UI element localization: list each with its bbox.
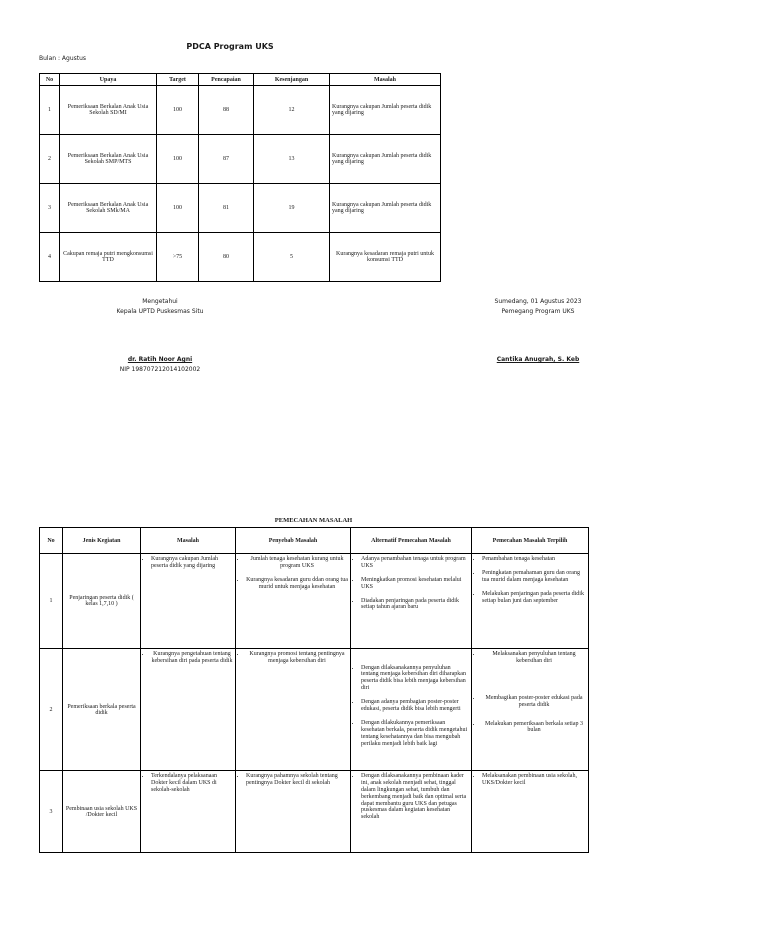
pdca-table [39,73,441,282]
list-item: • Diadakan penjaringan pada peserta didik setiap tahun ajaran baru [361,598,469,612]
list-item: • Meningkatkan promosi kesehatan melalui UKS [361,577,469,591]
cell-kesenjangan: 19 [254,184,330,233]
cell-kesenjangan: 13 [254,135,330,184]
pdca-header-row [40,74,441,86]
signature-right-line1: Sumedang, 01 Agustus 2023 [494,298,582,305]
col-header-masalah: Masalah [330,74,441,86]
table-row [40,649,589,771]
col-header-no: No [40,74,60,86]
list-item: • Kurangnya pengetahuan tentang kebersihan diri pada peserta didik [151,651,233,665]
cell-penyebab [236,649,351,771]
cell-upaya: Pemeriksaan Berkalan Anak Usia Sekolah SMk/MA [60,184,157,233]
cell-kegiatan: Pembinaan usia sekolah UKS /Dokter kecil [63,771,141,853]
list-item: • Peningkatan pemahaman guru dan orang tua murid dalam menjaga kesehatan [482,570,586,584]
cell-kegiatan: Pemeriksaan berkala peserta didik [63,649,141,771]
cell-no: 4 [40,233,60,282]
col-header-jenis-kegiatan: Jenis Kegiatan [63,528,141,554]
table-row [40,184,441,233]
list-item: • Penambahan tenaga kesehatan [482,556,586,563]
list-item: • Kurangnya promosi tentang pentingnya menjaga kebersihan diri [246,651,348,665]
page-title: PDCA Program UKS [186,42,274,51]
cell-alternatif [351,554,472,649]
list-item: • Melaksanakan penyuluhan tentang kebersihan diri [482,651,586,665]
cell-no: 3 [40,771,63,853]
cell-masalah: Kurangnya cakupan Jumlah peserta didik yang dijaring [330,135,441,184]
col-header-upaya: Upaya [60,74,157,86]
cell-no: 3 [40,184,60,233]
col-header-target: Target [157,74,199,86]
cell-masalah: Kurangnya cakupan Jumlah peserta didik yang dijaring [330,86,441,135]
list-item: • Kurangnya kesadaran guru ddan orang tua murid untuk menjaga kesehatan [246,577,348,591]
cell-target: 100 [157,184,199,233]
cell-upaya: Pemeriksaan Berkalan Anak Usia Sekolah SD/MI [60,86,157,135]
table-row [40,135,441,184]
cell-alternatif [351,771,472,853]
cell-kesenjangan: 12 [254,86,330,135]
cell-upaya: Cakupan remaja putri mengkonsumsi TTD [60,233,157,282]
signature-right-name: Cantika Anugrah, S. Keb [496,356,580,363]
list-item: • Adanya penambahan tenaga untuk program UKS [361,556,469,570]
cell-alternatif [351,649,472,771]
table-row [40,233,441,282]
cell-target: >75 [157,233,199,282]
cell-masalah [141,554,236,649]
cell-no: 2 [40,649,63,771]
list-item: • Dengan dilaksanakannya pembinaan kader ini, anak sekolah menjadi sehat, tinggal dalam lingkungan sehat, tumbuh dan berkembang menjadi baik dan optimal serta dapat membantu guru UKS dan petugas puskesmas dalam kegiatan kesehatan sekolah [361,773,469,821]
col-header-penyebab: Penyebab Masalah [236,528,351,554]
col-header-masalah: Masalah [141,528,236,554]
cell-masalah: Kurangnya cakupan Jumlah peserta didik yang dijaring [330,184,441,233]
col-header-terpilih: Pemecahan Masalah Terpilih [472,528,589,554]
cell-terpilih [472,554,589,649]
cell-upaya: Pemeriksaan Berkalan Anak Usia Sekolah SMP/MTS [60,135,157,184]
cell-no: 1 [40,554,63,649]
list-item: • Kurangnya cakupan Jumlah peserta didik yang dijaring [151,556,233,570]
cell-pencapaian: 87 [199,135,254,184]
col-header-pencapaian: Pencapaian [199,74,254,86]
col-header-alternatif: Alternatif Pemecahan Masalah [351,528,472,554]
table-row [40,554,589,649]
list-item: • Melakukan penjaringan pada peserta didik setiap bulan juni dan september [482,591,586,605]
col-header-kesenjangan: Kesenjangan [254,74,330,86]
signature-left-nip: NIP 198707212014102002 [119,366,201,373]
cell-kesenjangan: 5 [254,233,330,282]
table-row [40,86,441,135]
cell-masalah [141,649,236,771]
list-item: • Dengan adanya pembagian poster-poster edukasi, peserta didik bisa lebih mengerti [361,699,469,713]
signature-left-line1: Mengetahui [142,298,178,305]
cell-kegiatan: Penjaringan peserta didik ( kelas 1,7,10 ) [63,554,141,649]
table-row [40,771,589,853]
list-item: • Melakukan pemeriksaan berkala setiap 3 bulan [482,721,586,735]
list-item: • Membagikan poster-poster edukasi pada peserta didik [482,695,586,709]
cell-no: 2 [40,135,60,184]
list-item: • Dengan dilakukannya pemeriksaan kesehatan berkala, peserta didik mengetahui tentang kesehatannya dan bisa mengubah perilaku menjadi lebih baik lagi [361,720,469,748]
cell-pencapaian: 88 [199,86,254,135]
cell-target: 100 [157,86,199,135]
cell-target: 100 [157,135,199,184]
list-item: • Kurangnya pahamnya sekolah tentang pentingnya Dokter kecil di sekolah [246,773,348,787]
cell-masalah: Kurangnya kesadaran remaja putri untuk konsumsi TTD [330,233,441,282]
cell-terpilih [472,771,589,853]
signature-right-line2: Pemegang Program UKS [501,308,575,315]
cell-pencapaian: 80 [199,233,254,282]
cell-pencapaian: 81 [199,184,254,233]
list-item: • Dengan dilaksanakannya penyuluhan tentang menjaga kebersihan diri diharapkan peserta didik bisa lebih menjaga kebersihan diri [361,665,469,693]
list-item: • Terkendalanya pelaksanaan Dokter kecil dalam UKS di sekolah-sekolah [151,773,233,794]
cell-penyebab [236,771,351,853]
month-label: Bulan : Agustus [39,55,87,62]
cell-terpilih [472,649,589,771]
cell-masalah [141,771,236,853]
problem-header-row [40,528,589,554]
cell-no: 1 [40,86,60,135]
list-item: • Jumlah tenaga kesehatan kurang untuk program UKS [246,556,348,570]
cell-penyebab [236,554,351,649]
signature-left-name: dr. Ratih Noor Agni [127,356,193,363]
problem-table [39,527,589,853]
problem-table-title: PEMECAHAN MASALAH [274,517,353,524]
list-item: • Melaksanakan pembinaan usia sekolah, UKS/Dokter kecil [482,773,586,787]
col-header-no: No [40,528,63,554]
signature-left-line2: Kepala UPTD Puskesmas Situ [116,308,204,315]
